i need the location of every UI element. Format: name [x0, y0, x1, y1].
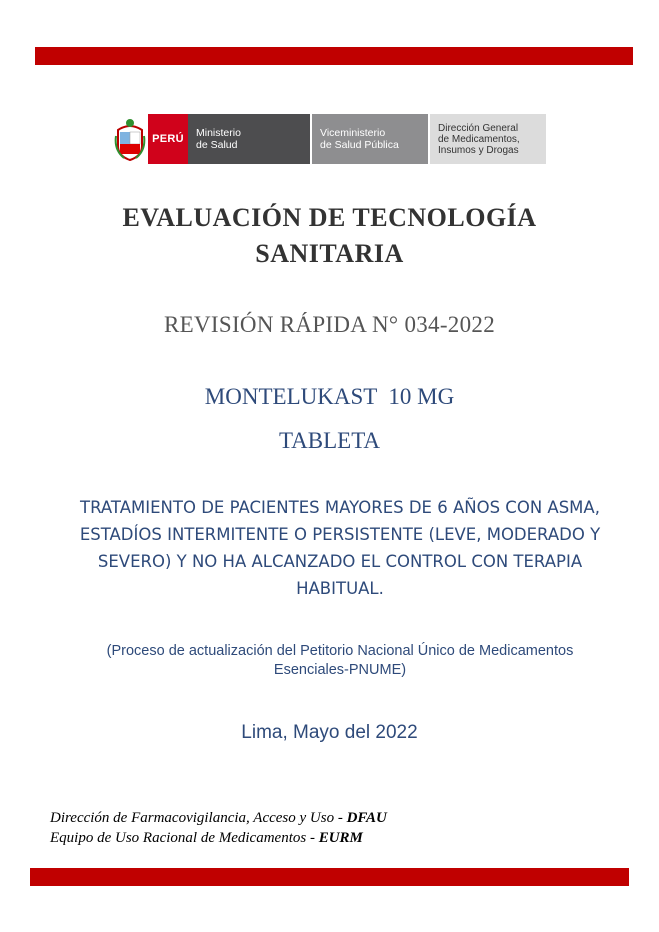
directorate-line: de Medicamentos,: [438, 133, 520, 145]
footer-acronym: EURM: [318, 830, 363, 846]
footer-line-dfau: [50, 808, 387, 828]
bottom-red-bar: [30, 868, 629, 886]
footer-text: Equipo de Uso Racional de Medicamentos -: [50, 830, 319, 846]
footer-line-eurm: [50, 828, 387, 848]
peru-label: PERÚ: [148, 114, 188, 164]
vice-ministry-line: Viceministerio: [320, 127, 386, 139]
footer-acronym: DFAU: [346, 810, 387, 826]
ministry-line: Ministerio: [196, 127, 241, 139]
coat-of-arms-icon: [112, 114, 148, 164]
directorate-line: Insumos y Drogas: [438, 144, 519, 156]
indication-text: TRATAMIENTO DE PACIENTES MAYORES DE 6 AÑOS CON ASMA, ESTADÍOS INTERMITENTE O PERSISTENTE (LEVE, MODERADO Y SEVERO) Y NO HA ALCANZADO EL CONTROL CON TERAPIA HABITUAL.: [79, 498, 601, 598]
document-title: [0, 200, 659, 272]
ministry-logo: [112, 114, 546, 164]
vice-ministry-name: [310, 114, 428, 164]
vice-ministry-line: de Salud Pública: [320, 139, 399, 151]
footer-text: Dirección de Farmacovigilancia, Acceso y Uso -: [50, 810, 347, 826]
directorate-line: Dirección General: [438, 122, 519, 134]
revision-number: REVISIÓN RÁPIDA N° 034-2022: [164, 312, 495, 337]
title-line: SANITARIA: [255, 239, 404, 268]
top-red-bar: [35, 47, 633, 65]
dosage-form: TABLETA: [278, 428, 381, 453]
process-note: (Proceso de actualización del Petitorio Nacional Único de Medicamentos Esenciales-PNUME): [106, 643, 574, 678]
place-date: Lima, Mayo del 2022: [241, 722, 418, 743]
ministry-line: de Salud: [196, 139, 238, 151]
title-line: EVALUACIÓN DE TECNOLOGÍA: [122, 203, 537, 232]
footer-credits: [50, 808, 387, 848]
ministry-name: [188, 114, 310, 164]
drug-name: MONTELUKAST 10 MG: [204, 384, 455, 409]
directorate-name: [428, 114, 546, 164]
